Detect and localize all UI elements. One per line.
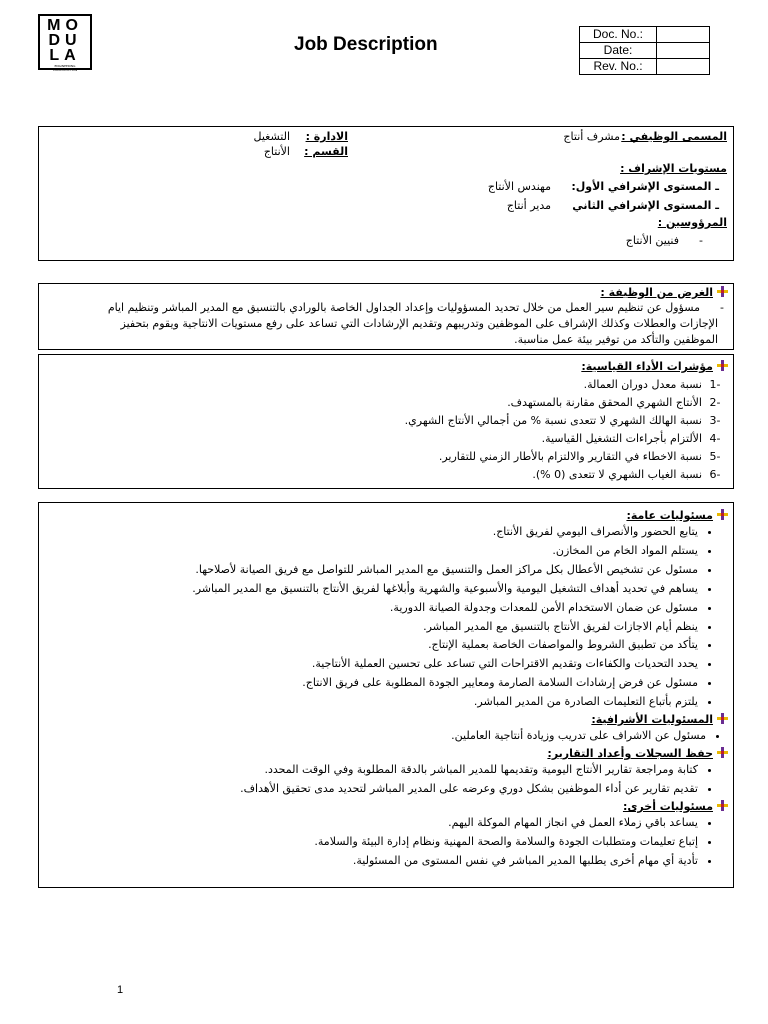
other-responsibilities-list: [51, 814, 728, 871]
general-responsibilities-list: [51, 523, 728, 712]
supervisory-heading-text: المسئوليات الأشرافية:: [591, 713, 713, 727]
list-item: • يتابع الحضور والأنصراف اليومي لفريق الأنتاج.: [51, 523, 698, 542]
purpose-heading: [51, 285, 728, 300]
kpi-number: -5: [709, 450, 721, 463]
kpi-number: -6: [709, 468, 721, 481]
list-item: • مسئول عن فرض إرشادات السلامة الصارمة ومعايير الجودة المطلوبة على فريق الانتاج.: [51, 674, 698, 693]
purpose-dash: -: [720, 301, 724, 314]
rev-no-label: Rev. No.:: [580, 59, 657, 75]
general-responsibilities-heading: [51, 508, 728, 523]
bullet-cross-icon: [717, 800, 728, 811]
rev-no-value: [657, 59, 710, 75]
kpi-heading: [51, 359, 728, 374]
page-number: 1: [117, 984, 124, 996]
list-item: • يلتزم بأتباع التعليمات الصادرة من المدير المباشر.: [51, 693, 698, 712]
bullet-cross-icon: [717, 509, 728, 520]
kpi-list: [51, 376, 728, 484]
records-list: [51, 761, 728, 799]
kpi-item: [51, 376, 728, 394]
list-item: • كتابة ومراجعة تقارير الأنتاج اليومية وتقديمها للمدير المباشر بالدقة المطلوبة وفي الوقت المحدد.: [51, 761, 698, 780]
kpi-text: نسبة الغياب الشهري لا تتعدى (0 %).: [532, 468, 702, 481]
list-item: • تأدية أي مهام أخرى يطلبها المدير المباشر في نفس المستوى من المسئولية.: [51, 852, 698, 871]
logo-row-1: MO: [47, 17, 83, 34]
kpi-number: -4: [709, 432, 721, 445]
date-value: [657, 43, 710, 59]
subordinates-dash: -: [699, 234, 703, 247]
list-item: • تقديم تقارير عن أداء الموظفين بشكل دوري وعرضه على المدير المباشر لتحديد مدى تحقيق الأهداف.: [51, 780, 698, 799]
job-title-value: مشرف أنتاج: [563, 130, 620, 143]
kpi-text: نسبة الاخطاء في التقارير والالتزام بالأطار الزمني للتقارير.: [438, 450, 702, 463]
department-label: الادارة :: [305, 130, 348, 143]
logo-tagline: ENGINEERING CONSTRUCTION: [52, 64, 78, 72]
purpose-heading-text: الغرض من الوظيفة :: [600, 286, 713, 299]
kpi-item: [51, 430, 728, 448]
supervision-level-2-label: ـ المستوى الإشرافي الثاني: [572, 199, 719, 212]
kpi-number: -2: [709, 396, 721, 409]
kpi-item: [51, 448, 728, 466]
doc-info-row: [580, 43, 710, 59]
list-item: • إتباع تعليمات ومتطلبات الجودة والسلامة والصحة المهنية ونظام إدارة البيئة والسلامة.: [51, 833, 698, 852]
supervisory-responsibilities-heading: [51, 712, 728, 727]
supervision-heading: مستويات الإشراف :: [620, 162, 727, 175]
section-label: القسم :: [304, 145, 348, 158]
list-item: • يساعد باقي زملاء العمل في انجاز المهام الموكلة اليهم.: [51, 814, 698, 833]
kpi-text: الألتزام بأجراءات التشغيل القياسية.: [541, 432, 702, 445]
supervisory-responsibilities-list: [51, 727, 728, 746]
kpi-number: -1: [709, 378, 721, 391]
document-title: Job Description: [294, 34, 438, 55]
other-heading-text: مسئوليات أخرى:: [622, 799, 713, 813]
purpose-body: [51, 300, 728, 348]
subordinates-heading: المرؤوسين :: [657, 216, 727, 229]
list-item: • يساهم في تحديد أهداف التشغيل اليومية والأسبوعية والشهرية وأبلاغها لفريق الأنتاج بالتنسيق مع المدير المباشر.: [51, 580, 698, 599]
subordinates-value: فنيين الأنتاج: [625, 234, 679, 247]
list-item: • يتأكد من تطبيق الشروط والمواصفات الخاصة بعملية الإنتاج.: [51, 636, 698, 655]
kpi-heading-text: مؤشرات الأداء القياسية:: [581, 360, 713, 373]
date-label: Date:: [580, 43, 657, 59]
list-item: • يستلم المواد الخام من المخازن.: [51, 542, 698, 561]
list-item: • ينظم أيام الاجازات لفريق الأنتاج بالتنسيق مع المدير المباشر.: [51, 618, 698, 637]
doc-info-row: [580, 59, 710, 75]
kpi-text: نسبة الهالك الشهري لا تتعدى نسبة % من أجمالي الأنتاج الشهري.: [404, 414, 702, 427]
kpi-item: [51, 394, 728, 412]
list-item: • يحدد التحديات والكفاءات وتقديم الاقتراحات التي تساعد على تحسين العملية الأنتاجية.: [51, 655, 698, 674]
supervision-level-1-value: مهندس الأنتاج: [487, 180, 551, 193]
job-info-box: [38, 126, 734, 261]
records-heading-text: حفظ السجلات وأعداد التقارير:: [547, 746, 713, 760]
purpose-line-3: الموظفين والتأكد من توفير بيئة عمل مناسبة.: [514, 333, 718, 346]
purpose-line-2: الإجازات والعطلات وكذلك الإشراف على الموظفين وتدريبهم وتقديم الإرشادات التي تساعد على رفع مستويات الانتاجية ويقوم بتحفيز: [120, 317, 718, 330]
bullet-cross-icon: [717, 286, 728, 297]
supervision-level-2-value: مدير أنتاج: [506, 199, 551, 212]
list-item: • مسئول عن تشخيص الأعطال بكل مراكز العمل والتنسيق مع المدير المباشر للتواصل مع فريق الصيانة لأصلاحها.: [51, 561, 698, 580]
other-responsibilities-heading: [51, 799, 728, 814]
logo-row-3: LA: [49, 47, 81, 64]
doc-no-label: Doc. No.:: [580, 27, 657, 43]
supervision-level-1-label: ـ المستوى الإشرافي الأول:: [571, 180, 719, 193]
purpose-box: [38, 283, 734, 350]
list-item: • مسئول عن الاشراف على تدريب وزيادة أنتاجية العاملين.: [51, 727, 706, 746]
kpi-text: الأنتاج الشهري المحقق مقارنة بالمستهدف.: [507, 396, 702, 409]
bullet-cross-icon: [717, 713, 728, 724]
kpi-number: -3: [709, 414, 721, 427]
bullet-cross-icon: [717, 747, 728, 758]
purpose-line-1: مسؤول عن تنظيم سير العمل من خلال تحديد المسؤوليات وإعداد الجداول الخاصة بالورادي بالتنسيق مع المدير المباشر وتنظيم ايام: [107, 301, 700, 314]
doc-no-value: [657, 27, 710, 43]
kpi-box: [38, 354, 734, 489]
bullet-cross-icon: [717, 360, 728, 371]
section-value: الأنتاج: [263, 145, 290, 158]
general-heading-text: مسئوليات عامة:: [626, 509, 713, 522]
job-title-label: المسمى الوظيفي :: [621, 130, 727, 143]
department-value: التشغيل: [253, 130, 290, 143]
doc-info-row: [580, 27, 710, 43]
kpi-text: نسبة معدل دوران العمالة.: [583, 378, 702, 391]
records-heading: [51, 746, 728, 761]
kpi-item: [51, 412, 728, 430]
doc-info-table: [579, 26, 710, 75]
kpi-item: [51, 466, 728, 484]
list-item: • مسئول عن ضمان الاستخدام الأمن للمعدات وجدولة الصيانة الدورية.: [51, 599, 698, 618]
logo-row-2: DU: [48, 32, 82, 49]
responsibilities-box: [38, 502, 734, 888]
company-logo: [38, 14, 92, 70]
